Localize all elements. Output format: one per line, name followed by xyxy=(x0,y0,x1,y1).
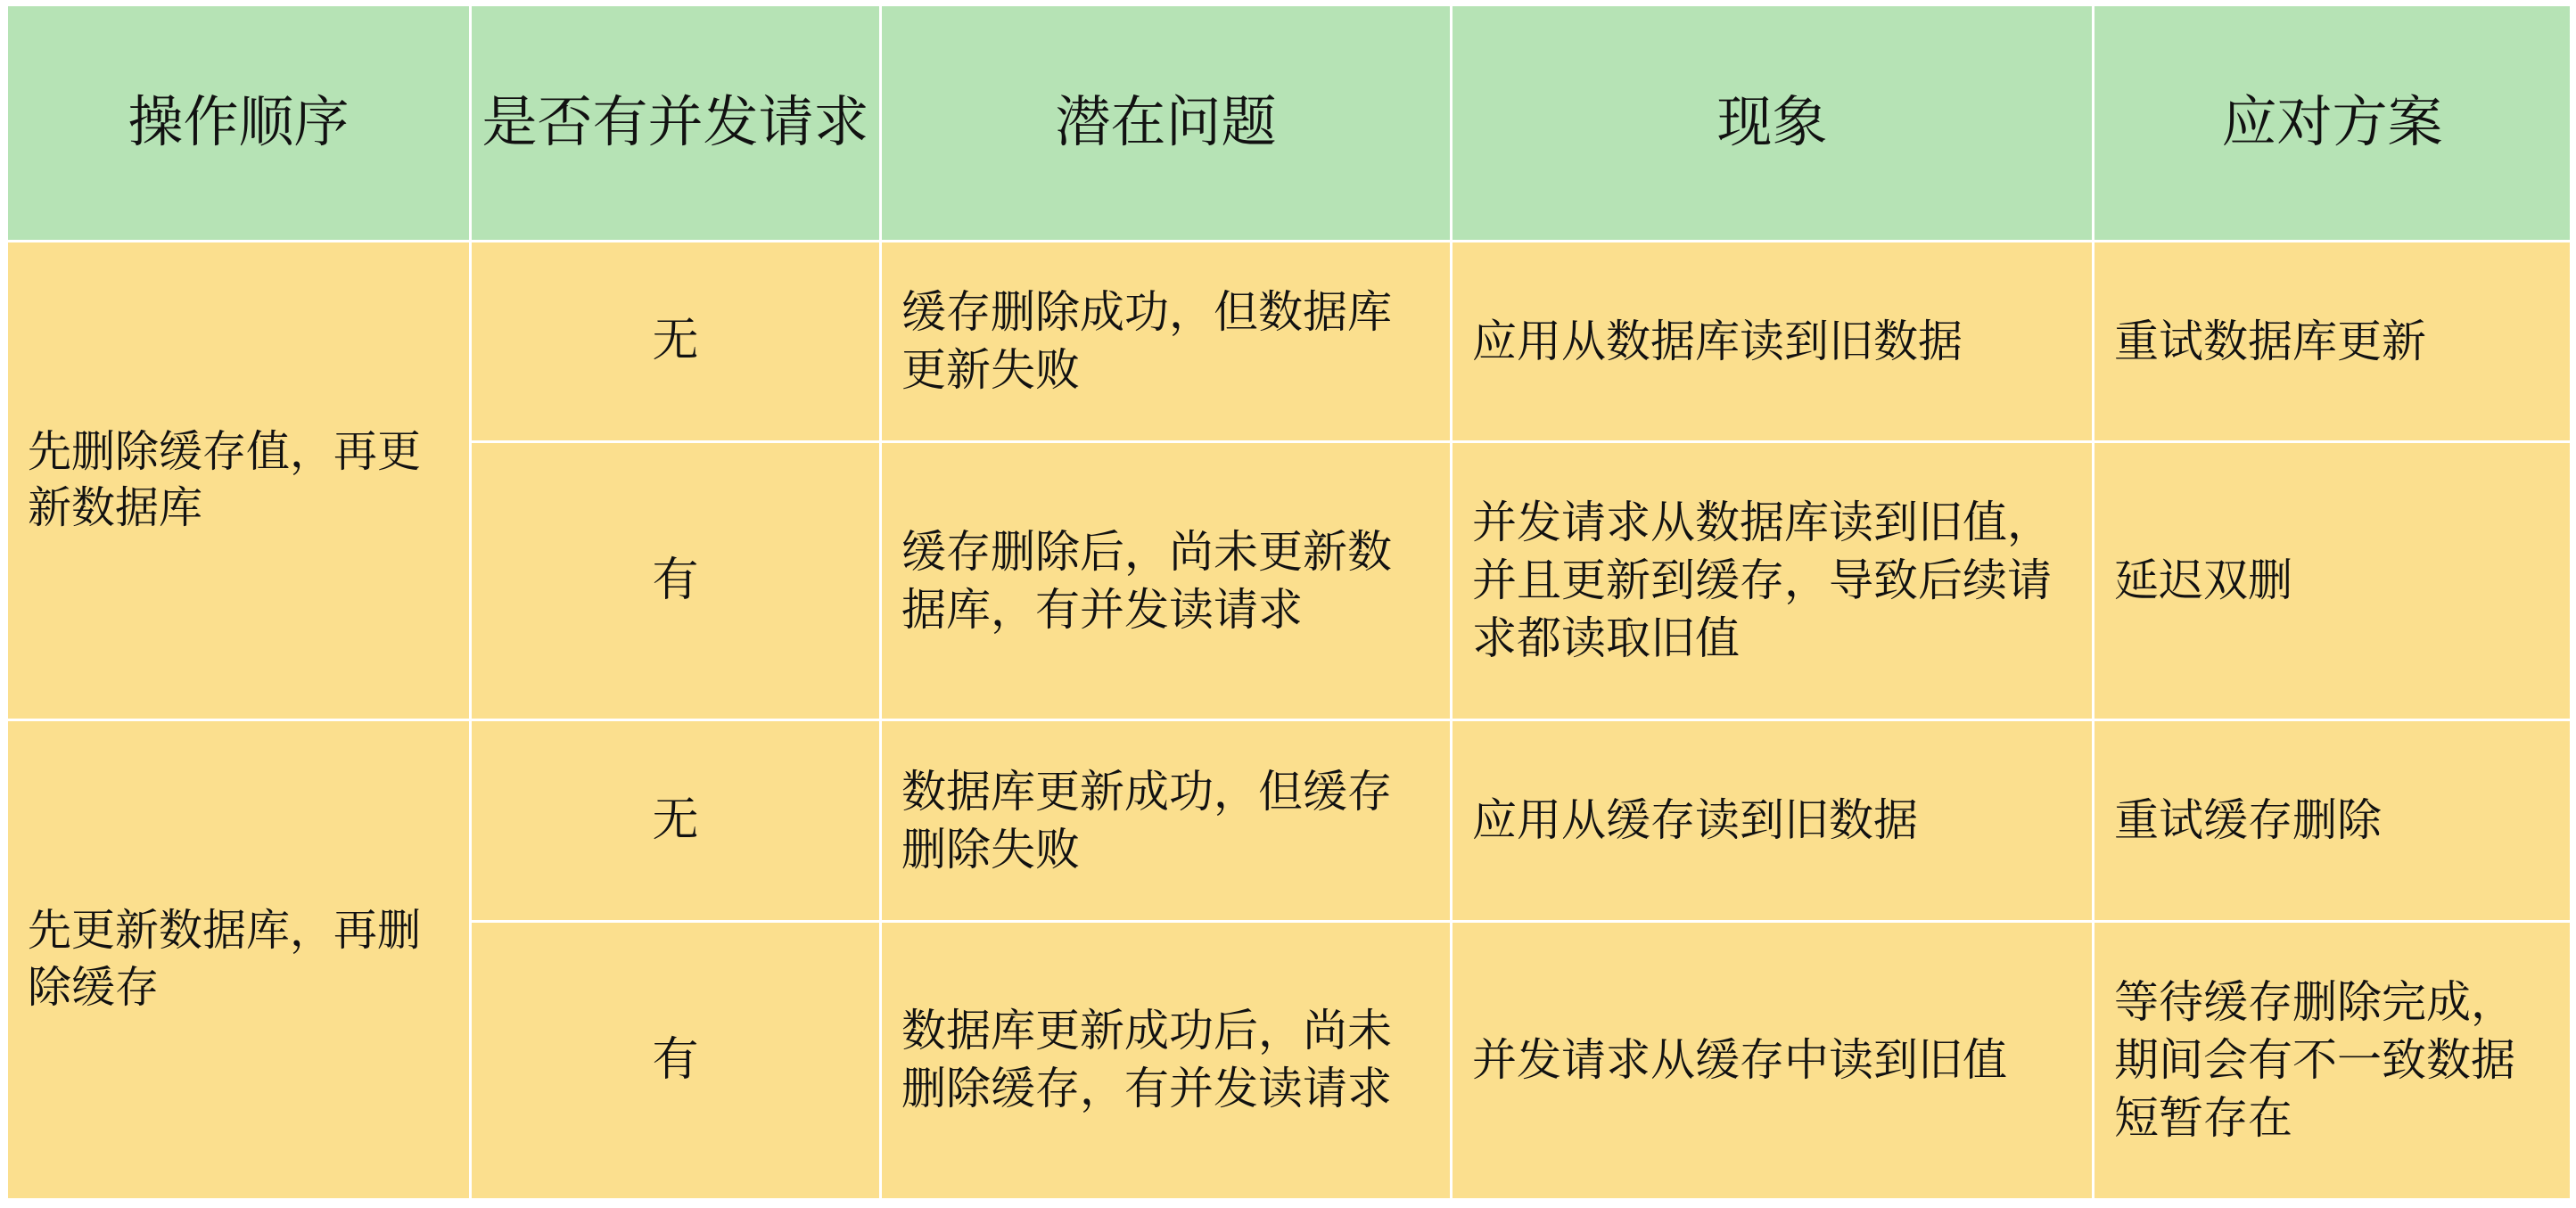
table-row xyxy=(7,720,2572,921)
table-row xyxy=(7,242,2572,442)
cell-solution-g1-r1: 重试数据库更新 xyxy=(2094,242,2572,442)
column-header-solution: 应对方案 xyxy=(2094,5,2572,242)
cell-concurrent-g2-r2: 有 xyxy=(471,921,881,1199)
cell-operation-order-group-2: 先更新数据库，再删除缓存 xyxy=(7,720,471,1200)
cell-concurrent-g2-r1: 无 xyxy=(471,720,881,921)
cell-solution-g1-r2: 延迟双删 xyxy=(2094,442,2572,720)
column-header-symptom: 现象 xyxy=(1452,5,2094,242)
column-header-concurrent-request: 是否有并发请求 xyxy=(471,5,881,242)
cell-problem-g2-r2: 数据库更新成功后，尚未删除缓存，有并发读请求 xyxy=(881,921,1452,1199)
cell-concurrent-g1-r1: 无 xyxy=(471,242,881,442)
cell-problem-g1-r1: 缓存删除成功，但数据库更新失败 xyxy=(881,242,1452,442)
table-body xyxy=(7,242,2572,1200)
cache-consistency-table xyxy=(5,4,2572,1201)
cell-solution-g2-r1: 重试缓存删除 xyxy=(2094,720,2572,921)
table-header-row xyxy=(7,5,2572,242)
cell-solution-g2-r2: 等待缓存删除完成，期间会有不一致数据短暂存在 xyxy=(2094,921,2572,1199)
column-header-operation-order: 操作顺序 xyxy=(7,5,471,242)
cell-problem-g2-r1: 数据库更新成功，但缓存删除失败 xyxy=(881,720,1452,921)
cell-symptom-g2-r1: 应用从缓存读到旧数据 xyxy=(1452,720,2094,921)
cell-symptom-g1-r2: 并发请求从数据库读到旧值，并且更新到缓存，导致后续请求都读取旧值 xyxy=(1452,442,2094,720)
column-header-potential-problem: 潜在问题 xyxy=(881,5,1452,242)
cell-problem-g1-r2: 缓存删除后，尚未更新数据库，有并发读请求 xyxy=(881,442,1452,720)
cell-concurrent-g1-r2: 有 xyxy=(471,442,881,720)
table-header xyxy=(7,5,2572,242)
cell-symptom-g1-r1: 应用从数据库读到旧数据 xyxy=(1452,242,2094,442)
cell-operation-order-group-1: 先删除缓存值，再更新数据库 xyxy=(7,242,471,720)
cell-symptom-g2-r2: 并发请求从缓存中读到旧值 xyxy=(1452,921,2094,1199)
